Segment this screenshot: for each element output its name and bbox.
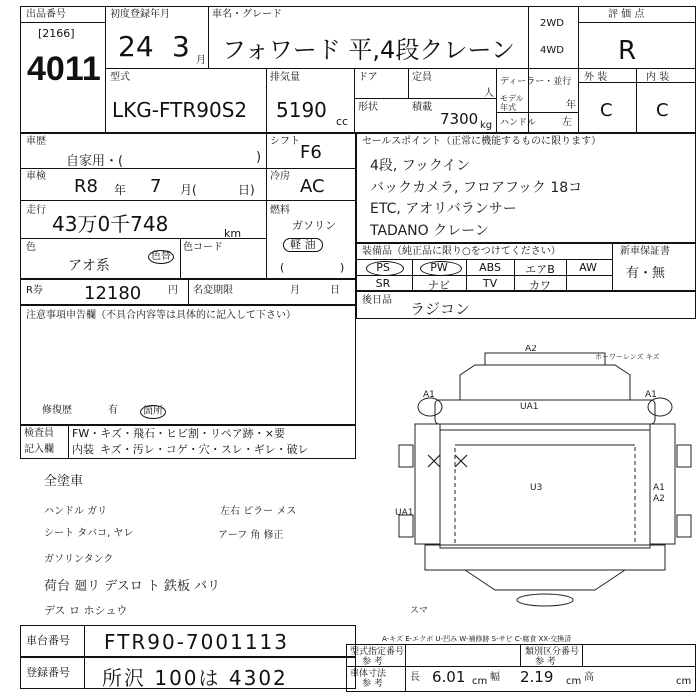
selling-title: セールスポイント（正常に機能するものに限ります） bbox=[362, 136, 602, 147]
height-unit: cm bbox=[676, 676, 692, 687]
color-code-label: 色コード bbox=[183, 242, 223, 253]
diagram-mark-lens: ホーワーレンズ キズ bbox=[595, 353, 660, 361]
repair-has: 有 bbox=[108, 405, 118, 416]
divider bbox=[520, 644, 521, 666]
ac-value: AC bbox=[300, 176, 325, 197]
exterior-label: 外 装 bbox=[584, 72, 608, 83]
inspection-month-unit: 月( bbox=[180, 183, 197, 197]
inspector-note-6: デス ロ ホシュウ bbox=[44, 604, 128, 617]
divider bbox=[412, 259, 413, 291]
reg-month: 3 bbox=[172, 30, 190, 63]
divider bbox=[582, 644, 583, 666]
divider bbox=[188, 279, 189, 305]
grade-label: 評 価 点 bbox=[608, 9, 645, 20]
inspector-note-5: 荷台 廻リ デスロ ト 鉄板 バリ bbox=[44, 579, 221, 594]
fuel-label: 燃料 bbox=[270, 205, 290, 216]
class-label: 類別区分番号 bbox=[525, 647, 580, 657]
inspector-right-note-1: 左右 ピラー メス bbox=[220, 506, 297, 517]
width-unit: cm bbox=[566, 676, 582, 687]
inspector-note-3: シート タバコ, ヤレ bbox=[44, 528, 134, 539]
divider bbox=[636, 68, 637, 133]
interior-label: 内 装 bbox=[646, 72, 670, 83]
load-label: 積載 bbox=[412, 102, 432, 113]
selling-line-2: バックカメラ, フロアフック 18コ bbox=[370, 180, 583, 196]
load-value: 7300 bbox=[440, 110, 479, 128]
divider bbox=[528, 6, 529, 133]
recycle-value: 12180 bbox=[84, 283, 142, 304]
year-unit: 年 bbox=[566, 100, 576, 111]
aftermarket-frame bbox=[356, 291, 696, 319]
chassis-label: 車台番号 bbox=[26, 634, 70, 647]
fuel-gas: ガソリン bbox=[292, 219, 336, 232]
reg-label: 初度登録年月 bbox=[110, 9, 170, 20]
handle-value: 左 bbox=[562, 117, 572, 128]
diagram-mark-ua1-top: UA1 bbox=[520, 402, 539, 412]
selling-line-1: 4段, フックイン bbox=[370, 158, 471, 174]
truck-damage-diagram bbox=[395, 345, 695, 615]
handle-label: ハンドル bbox=[500, 118, 537, 128]
chassis-value: FTR90-7001113 bbox=[104, 630, 290, 654]
divider bbox=[105, 6, 106, 133]
spec-sub: 参 考 bbox=[362, 657, 383, 667]
repair-label: 修復歴 bbox=[42, 405, 72, 416]
load-unit: kg bbox=[480, 120, 493, 131]
inspection-label: 車検 bbox=[26, 171, 46, 182]
height-label: 高 bbox=[584, 672, 594, 683]
inspector-row-2: キズ・汚レ・コゲ・穴・スレ・ギレ・破レ bbox=[100, 443, 309, 456]
divider bbox=[496, 112, 578, 113]
divider bbox=[346, 666, 696, 667]
inspector-label-1: 検査員 bbox=[24, 428, 54, 439]
inspector-note-2: ハンドル ガリ bbox=[44, 506, 108, 517]
recycle-unit: 円 bbox=[168, 285, 178, 296]
fuel-diesel: 軽 油 bbox=[283, 238, 323, 252]
length-unit: cm bbox=[472, 676, 488, 687]
inspector-right-note-2: アーフ 角 修正 bbox=[218, 530, 284, 541]
pw-circle bbox=[420, 261, 462, 276]
class-sub: 参 考 bbox=[535, 657, 556, 667]
aftermarket-value: ラジコン bbox=[410, 300, 471, 318]
length-label: 長 bbox=[410, 672, 420, 683]
door-label: ドア bbox=[358, 72, 378, 83]
equip-leather: カワ bbox=[529, 279, 551, 292]
displacement-value: 5190 bbox=[276, 98, 327, 122]
dealer-label: ディーラー・並行 bbox=[500, 77, 572, 87]
equip-sr: SR bbox=[375, 277, 391, 290]
cc-unit: cc bbox=[336, 115, 349, 128]
vehicle-name: フォワード 平,4段クレーン bbox=[222, 36, 515, 64]
diagram-mark-u3: U3 bbox=[530, 483, 543, 493]
mileage-value: 43万0千748 bbox=[52, 212, 169, 236]
nc-day-unit: 日 bbox=[330, 285, 340, 296]
size-label: 車体寸法 bbox=[350, 669, 387, 679]
exterior-value: C bbox=[600, 100, 613, 121]
divider bbox=[20, 22, 105, 23]
inspector-note-4: ガソリンタンク bbox=[44, 554, 114, 565]
shape-label: 形状 bbox=[358, 102, 378, 113]
notes-title: 注意事項申告欄（不具合内容等は具体的に記入して下さい） bbox=[26, 310, 296, 321]
inspector-row-2-prefix: 内装 bbox=[72, 443, 94, 456]
divider bbox=[20, 238, 266, 239]
history-label: 車歴 bbox=[26, 136, 46, 147]
lot-sub: [2166] bbox=[38, 27, 75, 40]
divider bbox=[354, 68, 355, 133]
shift-value: F6 bbox=[300, 142, 322, 163]
equip-aw: AW bbox=[579, 261, 597, 274]
capacity-label: 定員 bbox=[412, 72, 432, 83]
fuel-open: ( bbox=[280, 261, 285, 274]
divider bbox=[578, 22, 696, 23]
plate-label: 登録番号 bbox=[26, 666, 70, 679]
diagram-mark-a1-right-side: A1 bbox=[653, 483, 665, 493]
length-value: 6.01 bbox=[432, 668, 466, 686]
equip-airbag: エアB bbox=[525, 263, 555, 276]
equip-navi: ナビ bbox=[428, 279, 450, 292]
wd4-label: 4WD bbox=[540, 45, 564, 56]
plate-value: 所沢 100は 4302 bbox=[102, 666, 288, 690]
diagram-mark-a1-right: A1 bbox=[645, 390, 657, 400]
equip-ps: PS bbox=[376, 261, 390, 274]
diagram-mark-a2-right-side: A2 bbox=[653, 494, 665, 504]
warranty-label: 新車保証書 bbox=[620, 246, 670, 257]
model-value: LKG-FTR90S2 bbox=[112, 98, 248, 122]
name-label: 車名・グレード bbox=[212, 9, 282, 20]
damage-legend: A-キズ E-エクボ U-凹み W-補修跡 S-サビ C-腐食 XX-交換済 bbox=[382, 635, 572, 643]
inspection-era: R8 bbox=[74, 176, 98, 197]
ac-label: 冷房 bbox=[270, 171, 290, 182]
model-year-label: モデル年式 bbox=[500, 94, 524, 112]
divider bbox=[356, 275, 612, 276]
color-value: アオ系 bbox=[68, 258, 110, 274]
equip-abs: ABS bbox=[479, 261, 501, 274]
mileage-unit: km bbox=[224, 227, 242, 240]
lot-label: 出品番号 bbox=[26, 9, 66, 20]
diagram-mark-ua1-left-side: UA1 bbox=[395, 508, 414, 518]
inspection-year-unit: 年 bbox=[114, 183, 127, 197]
size-sub: 参 考 bbox=[362, 679, 383, 689]
shift-label: シフト bbox=[270, 136, 300, 147]
equipment-title: 装備品（純正品に限り○をつけてください） bbox=[362, 246, 561, 257]
divider bbox=[208, 6, 209, 68]
warranty-value: 有・無 bbox=[626, 266, 666, 281]
width-value: 2.19 bbox=[520, 668, 554, 686]
color-label: 色 bbox=[26, 242, 36, 253]
divider bbox=[408, 68, 409, 98]
equip-pw: PW bbox=[430, 261, 448, 274]
divider bbox=[356, 259, 612, 260]
model-label: 型式 bbox=[110, 72, 130, 83]
history-value: 自家用・( bbox=[66, 154, 124, 169]
divider bbox=[266, 133, 267, 279]
divider bbox=[266, 68, 267, 133]
recycle-label: R券 bbox=[26, 285, 43, 296]
wd2-label: 2WD bbox=[540, 18, 564, 29]
mileage-label: 走行 bbox=[26, 205, 46, 216]
ps-circle bbox=[366, 261, 404, 276]
reg-year: 24 bbox=[118, 30, 154, 63]
nc-month-unit: 月 bbox=[290, 285, 300, 296]
diagram-mark-a1-left: A1 bbox=[423, 390, 435, 400]
selling-line-3: ETC, アオリバランサー bbox=[370, 201, 517, 217]
fuel-close: ) bbox=[340, 261, 345, 274]
repair-location: 箇所 bbox=[140, 405, 166, 419]
color-change: 色替 bbox=[148, 250, 174, 264]
divider bbox=[496, 68, 497, 133]
divider bbox=[105, 68, 696, 69]
displacement-label: 排気量 bbox=[270, 72, 300, 83]
divider bbox=[612, 243, 613, 291]
selling-line-4: TADANO クレーン bbox=[370, 223, 489, 239]
inspector-row-1: FW・キズ・飛石・ヒビ割・リペア跡・×要 bbox=[72, 427, 285, 440]
divider bbox=[68, 425, 69, 459]
lot-number: 4011 bbox=[27, 50, 101, 88]
history-close: ) bbox=[256, 150, 262, 165]
grade-value: R bbox=[618, 36, 637, 66]
divider bbox=[578, 6, 579, 133]
divider bbox=[514, 259, 515, 291]
month-unit: 月 bbox=[196, 55, 206, 66]
divider bbox=[354, 98, 496, 99]
divider bbox=[180, 238, 181, 279]
capacity-unit: 人 bbox=[484, 88, 494, 99]
divider bbox=[405, 644, 406, 692]
spec-label: 型式指定番号 bbox=[350, 647, 405, 657]
inspector-label-2: 記入欄 bbox=[24, 444, 54, 455]
divider bbox=[20, 168, 356, 169]
divider bbox=[20, 200, 356, 201]
inspector-note-1: 全塗車 bbox=[44, 474, 84, 489]
interior-value: C bbox=[656, 100, 669, 121]
diagram-mark-a2-top: A2 bbox=[525, 345, 537, 354]
divider bbox=[566, 259, 567, 291]
equip-tv: TV bbox=[482, 277, 498, 290]
inspection-day-unit: 日) bbox=[238, 183, 255, 197]
width-label: 幅 bbox=[490, 672, 500, 683]
inspection-month: 7 bbox=[150, 176, 162, 197]
aftermarket-label: 後日品 bbox=[362, 295, 392, 306]
divider bbox=[466, 259, 467, 291]
diagram-mark-bottom: スマ bbox=[410, 606, 428, 615]
name-change-label: 名変期限 bbox=[193, 285, 233, 296]
